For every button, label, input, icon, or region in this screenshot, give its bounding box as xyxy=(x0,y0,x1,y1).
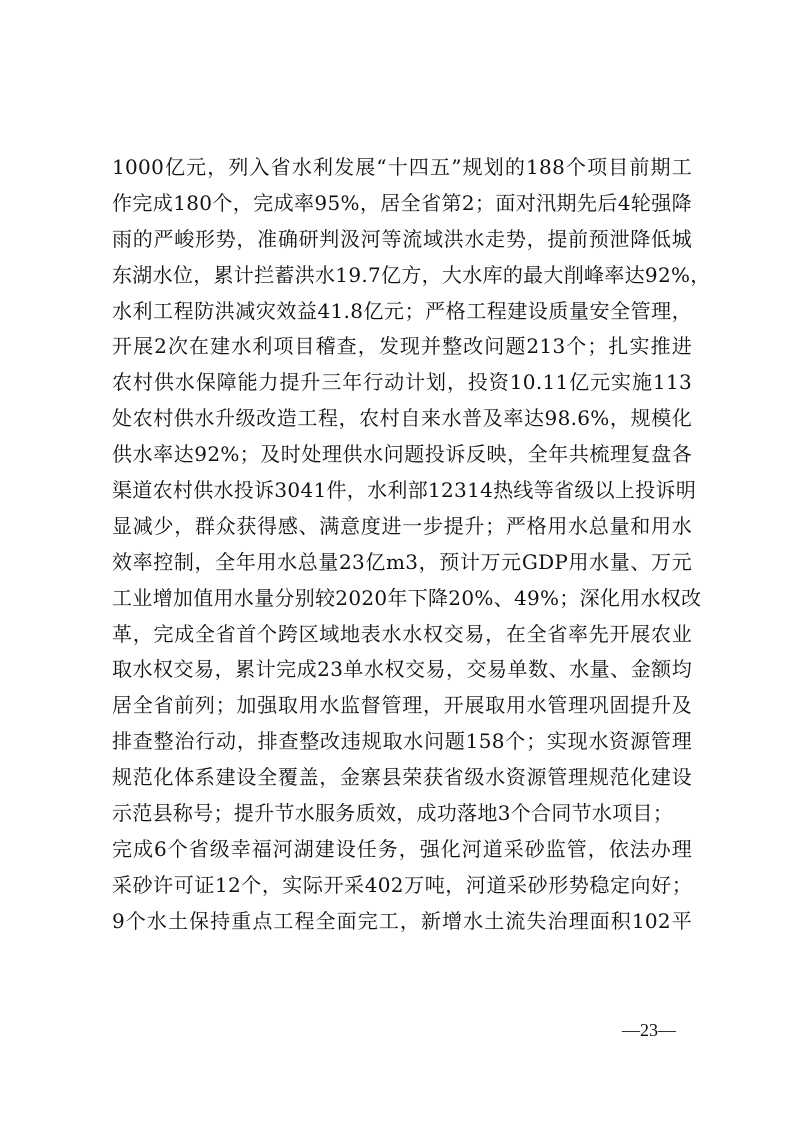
text-line: 开展2次在建水利项目稽查，发现并整改问题213个；扎实推进 xyxy=(112,334,692,359)
text-line: 革，完成全省首个跨区域地表水水权交易，在全省率先开展农业 xyxy=(112,621,692,646)
text-line: 作完成180个，完成率95%，居全省第2；面对汛期先后4轮强降 xyxy=(112,190,692,215)
text-line: 供水率达92%；及时处理供水问题投诉反映，全年共梳理复盘各 xyxy=(112,442,692,467)
text-line: 排查整治行动，排查整改违规取水问题158个；实现水资源管理 xyxy=(112,729,692,754)
text-line: 雨的严峻形势，准确研判汲河等流域洪水走势，提前预泄降低城 xyxy=(112,226,692,251)
text-line: 农村供水保障能力提升三年行动计划，投资10.11亿元实施113 xyxy=(112,370,692,395)
text-line: 示范县称号；提升节水服务质效，成功落地3个合同节水项目； xyxy=(112,801,674,826)
text-line: 处农村供水升级改造工程，农村自来水普及率达98.6%，规模化 xyxy=(112,406,692,431)
text-line: 渠道农村供水投诉3041件，水利部12314热线等省级以上投诉明 xyxy=(112,478,697,503)
text-line: 采砂许可证12个，实际开采402万吨，河道采砂形势稳定向好； xyxy=(112,872,692,897)
text-line: 效率控制，全年用水总量23亿m3，预计万元GDP用水量、万元 xyxy=(112,549,692,574)
text-line: 9个水土保持重点工程全面完工，新增水土流失治理面积102平 xyxy=(112,908,692,933)
body-text xyxy=(112,150,711,940)
page-number: —23— xyxy=(622,1020,676,1040)
text-line: 工业增加值用水量分别较2020年下降20%、49%；深化用水权改 xyxy=(112,585,702,610)
text-line: 1000亿元，列入省水利发展“十四五”规划的188个项目前期工 xyxy=(112,155,692,179)
text-line: 完成6个省级幸福河湖建设任务，强化河道采砂监管，依法办理 xyxy=(112,836,692,861)
text-line: 取水权交易，累计完成23单水权交易，交易单数、水量、金额均 xyxy=(112,657,692,682)
text-line: 东湖水位，累计拦蓄洪水19.7亿方，大水库的最大削峰率达92%， xyxy=(112,262,711,287)
text-line: 居全省前列；加强取用水监督管理，开展取用水管理巩固提升及 xyxy=(112,693,692,718)
text-line: 规范化体系建设全覆盖，金寨县荣获省级水资源管理规范化建设 xyxy=(112,765,692,790)
text-line: 水利工程防洪减灾效益41.8亿元；严格工程建设质量安全管理， xyxy=(112,298,692,323)
text-line: 显减少，群众获得感、满意度进一步提升；严格用水总量和用水 xyxy=(112,513,692,538)
